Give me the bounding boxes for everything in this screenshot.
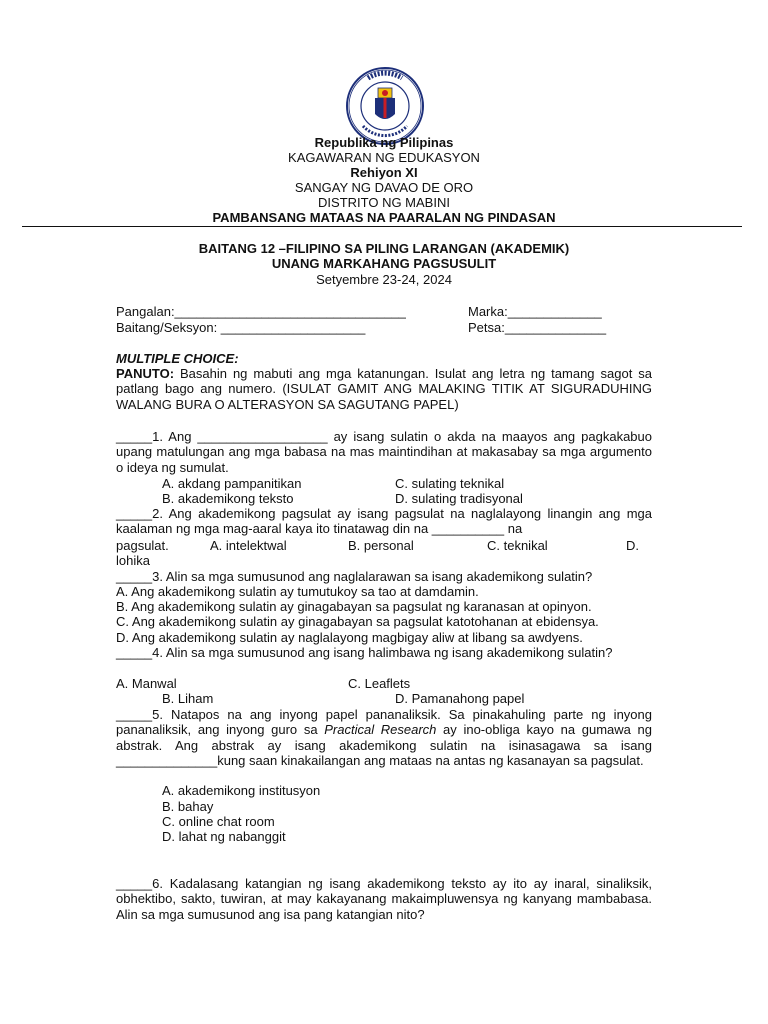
q2-option-a: A. intelektwal	[210, 538, 287, 553]
instructions-label: PANUTO:	[116, 366, 175, 381]
q4-stem: _____4. Alin sa mga sumusunod ang isang halimbawa ng isang akademikong sulatin?	[116, 645, 613, 660]
exam-title: BAITANG 12 –FILIPINO SA PILING LARANGAN (AKADEMIK)	[198, 241, 570, 256]
q5-stem-part2: ay ino-obliga kayo na gumawa ng abstrak. Ang abstrak ay isang akademikong sulatin na isinasagawa sa isang ______________kung saan kinakailangan ang mataas na antas ng kasanayan sa pagsulat.	[116, 722, 652, 768]
q1-option-a: A. akdang pampanitikan	[162, 476, 302, 491]
q4-option-a: A. Manwal	[116, 676, 177, 691]
republic-line: Republika ng Pilipinas	[314, 135, 454, 150]
q4-option-c: C. Leaflets	[348, 676, 411, 691]
section-field[interactable]: Baitang/Seksyon: ____________________	[116, 320, 366, 335]
q2-option-d-continued: lohika	[116, 553, 150, 568]
region-line: Rehiyon XI	[350, 165, 418, 180]
q2-lead: pagsulat.	[116, 538, 169, 553]
q2-option-d: D.	[626, 538, 639, 553]
q5-stem	[116, 707, 652, 768]
instructions-text: Basahin ng mabuti ang mga katanungan. Isulat ang letra ng tamang sagot sa patlang bago ang numero. (ISULAT GAMIT ANG MALAKING TITIK AT SIGURADUHING WALANG BURA O ALTERASYON SA SAGUTANG PAPEL)	[116, 366, 652, 412]
q3-option-b: B. Ang akademikong sulatin ay ginagabayan sa pagsulat ng karanasan at opinyon.	[116, 599, 592, 614]
name-field[interactable]: Pangalan:________________________________	[116, 304, 406, 319]
q1-option-c: C. sulating teknikal	[395, 476, 505, 491]
q1-option-b: B. akademikong teksto	[162, 491, 294, 506]
q5-option-c: C. online chat room	[162, 814, 275, 829]
q1-option-d: D. sulating tradisyonal	[395, 491, 523, 506]
q3-option-c: C. Ang akademikong sulatin ay ginagabayan sa pagsulat katotohanan at ebidensya.	[116, 614, 599, 629]
exam-date: Setyembre 23-24, 2024	[316, 272, 452, 287]
header-divider	[22, 226, 742, 227]
q5-option-d: D. lahat ng nabanggit	[162, 829, 286, 844]
q3-option-a: A. Ang akademikong sulatin ay tumutukoy sa tao at damdamin.	[116, 584, 479, 599]
q2-stem: _____2. Ang akademikong pagsulat ay isang pagsulat na naglalayong linangin ang mga kaalaman ng mga mag-aaral kaya ito tinatawag din na __________ na	[116, 506, 652, 537]
q3-stem: _____3. Alin sa mga sumusunod ang naglalarawan sa isang akademikong sulatin?	[116, 569, 593, 584]
q1-stem: _____1. Ang __________________ ay isang sulatin o akda na maayos ang pagkakabuo upang matulungan ang mga babasa na mas maintindihan at makasabay sa mga argumento o ideya ng sumulat.	[116, 429, 652, 475]
q6-stem: _____6. Kadalasang katangian ng isang akademikong teksto ay ito ay inaral, sinaliksik, obhektibo, sakto, tuwiran, at may kakayanang makaimpluwensya ng kanyang mambabasa. Alin sa mga sumusunod ang isa pang katangian nito?	[116, 876, 652, 922]
score-field[interactable]: Marka:_____________	[468, 304, 602, 319]
department-line: KAGAWARAN NG EDUKASYON	[288, 150, 480, 165]
date-field[interactable]: Petsa:______________	[468, 320, 607, 335]
district-line: DISTRITO NG MABINI	[318, 195, 450, 210]
deped-seal-icon	[345, 66, 425, 146]
division-line: SANGAY NG DAVAO DE ORO	[294, 180, 474, 195]
q5-option-b: B. bahay	[162, 799, 214, 814]
q2-option-b: B. personal	[348, 538, 414, 553]
q3-option-d: D. Ang akademikong sulatin ay naglalayong magbigay aliw at libang sa awdyens.	[116, 630, 583, 645]
instructions-paragraph	[116, 366, 652, 412]
school-line: PAMBANSANG MATAAS NA PAARALAN NG PINDASAN	[212, 210, 556, 225]
exam-subtitle: UNANG MARKAHANG PAGSUSULIT	[271, 256, 497, 271]
q5-option-a: A. akademikong institusyon	[162, 783, 321, 798]
q5-stem-italic: Practical Research	[324, 722, 437, 738]
multiple-choice-heading: MULTIPLE CHOICE:	[116, 351, 239, 366]
q4-option-d: D. Pamanahong papel	[395, 691, 525, 706]
q2-option-c: C. teknikal	[487, 538, 548, 553]
q5-stem-part1: _____5. Natapos na ang inyong papel pananaliksik. Sa pinakahuling parte ng inyong pananaliksik, ang inyong guro sa	[116, 707, 652, 738]
q4-option-b: B. Liham	[162, 691, 214, 706]
